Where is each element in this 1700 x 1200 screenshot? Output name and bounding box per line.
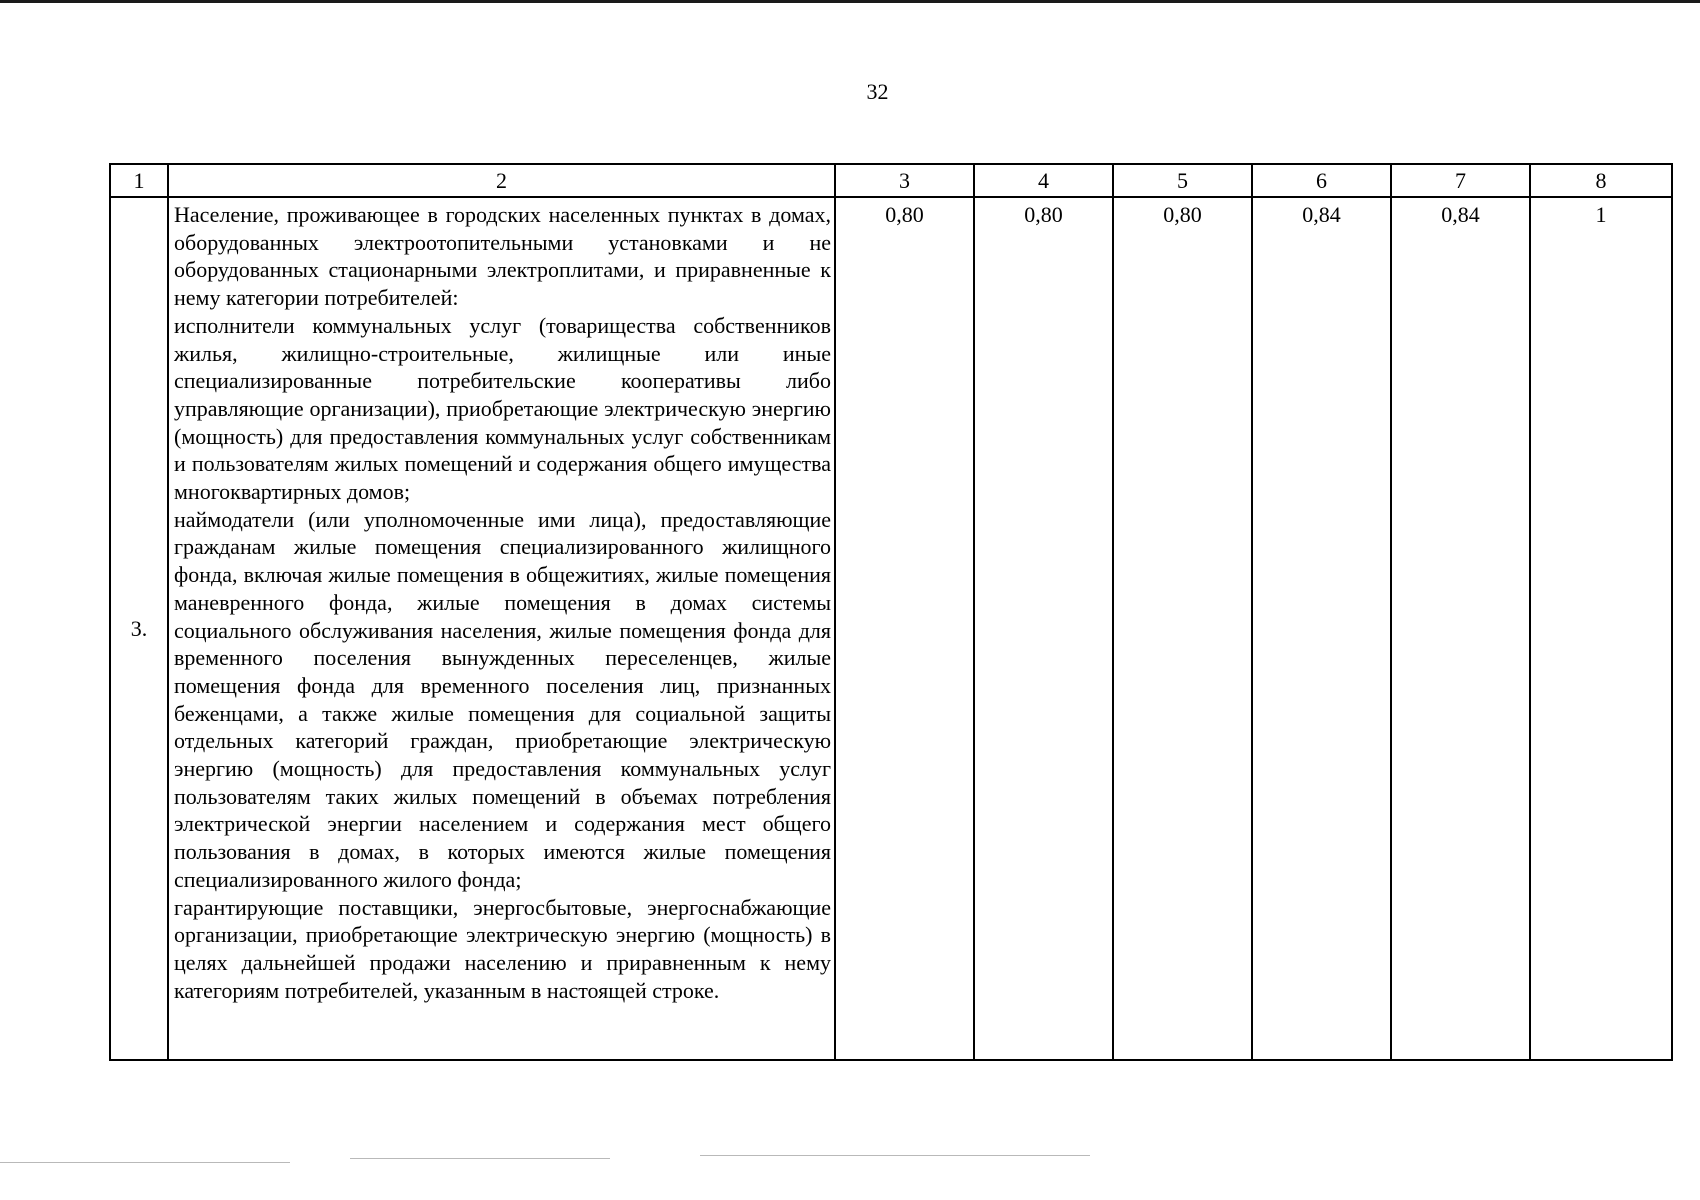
- value-col-4: 0,80: [974, 197, 1113, 1060]
- scan-noise-right: [700, 1155, 1090, 1156]
- value-col-8: 1: [1530, 197, 1672, 1060]
- description-paragraph-population: Население, проживающее в городских населенных пунктах в домах, оборудованных электроотопительными установками и не оборудованных стационарными электроплитами, и приравненные к нему категории потребителей:: [174, 202, 831, 311]
- scan-noise-middle: [350, 1158, 610, 1159]
- column-header-3: 3: [835, 164, 974, 197]
- page-number: 32: [866, 79, 889, 104]
- tariff-table: [109, 163, 1673, 1061]
- column-header-6: 6: [1252, 164, 1391, 197]
- column-header-2: 2: [168, 164, 835, 197]
- value-col-3: 0,80: [835, 197, 974, 1060]
- row-number: 3.: [110, 197, 168, 1060]
- value-col-7: 0,84: [1391, 197, 1530, 1060]
- row-description: [168, 197, 835, 1060]
- column-header-7: 7: [1391, 164, 1530, 197]
- value-col-5: 0,80: [1113, 197, 1252, 1060]
- table-header-row: [110, 164, 1672, 197]
- scan-noise-left: [0, 1162, 290, 1163]
- column-header-5: 5: [1113, 164, 1252, 197]
- column-header-8: 8: [1530, 164, 1672, 197]
- column-header-4: 4: [974, 164, 1113, 197]
- description-paragraph-landlords: наймодатели (или уполномоченные ими лица), предоставляющие гражданам жилые помещения специализированного жилищного фонда, включая жилые помещения в общежитиях, жилые помещения маневренного фонда, жилые помещения в домах системы социального обслуживания населения, жилые помещения фонда для временного поселения вынужденных переселенцев, жилые помещения фонда для временного поселения лиц, признанных беженцами, а также жилые помещения для социальной защиты отдельных категорий граждан, приобретающие электрическую энергию (мощность) для предоставления коммунальных услуг пользователям таких жилых помещений в объемах потребления электрической энергии населением и содержания мест общего пользования в домах, в которых имеются жилые помещения специализированного жилого фонда;: [174, 506, 831, 892]
- scan-top-edge: [0, 0, 1700, 3]
- description-paragraph-utility-providers: исполнители коммунальных услуг (товарищества собственников жилья, жилищно-строительные, жилищные или иные специализированные потребительские кооперативы либо управляющие организации), приобретающие электрическую энергию (мощность) для предоставления коммунальных услуг собственникам и пользователям жилых помещений и содержания общего имущества многоквартирных домов;: [174, 312, 831, 505]
- table-row: [110, 197, 1672, 1060]
- description-paragraph-suppliers: гарантирующие поставщики, энергосбытовые, энергоснабжающие организации, приобретающие электрическую энергию (мощность) в целях дальнейшей продажи населению и приравненным к нему категориям потребителей, указанным в настоящей строке.: [174, 894, 831, 1003]
- column-header-1: 1: [110, 164, 168, 197]
- value-col-6: 0,84: [1252, 197, 1391, 1060]
